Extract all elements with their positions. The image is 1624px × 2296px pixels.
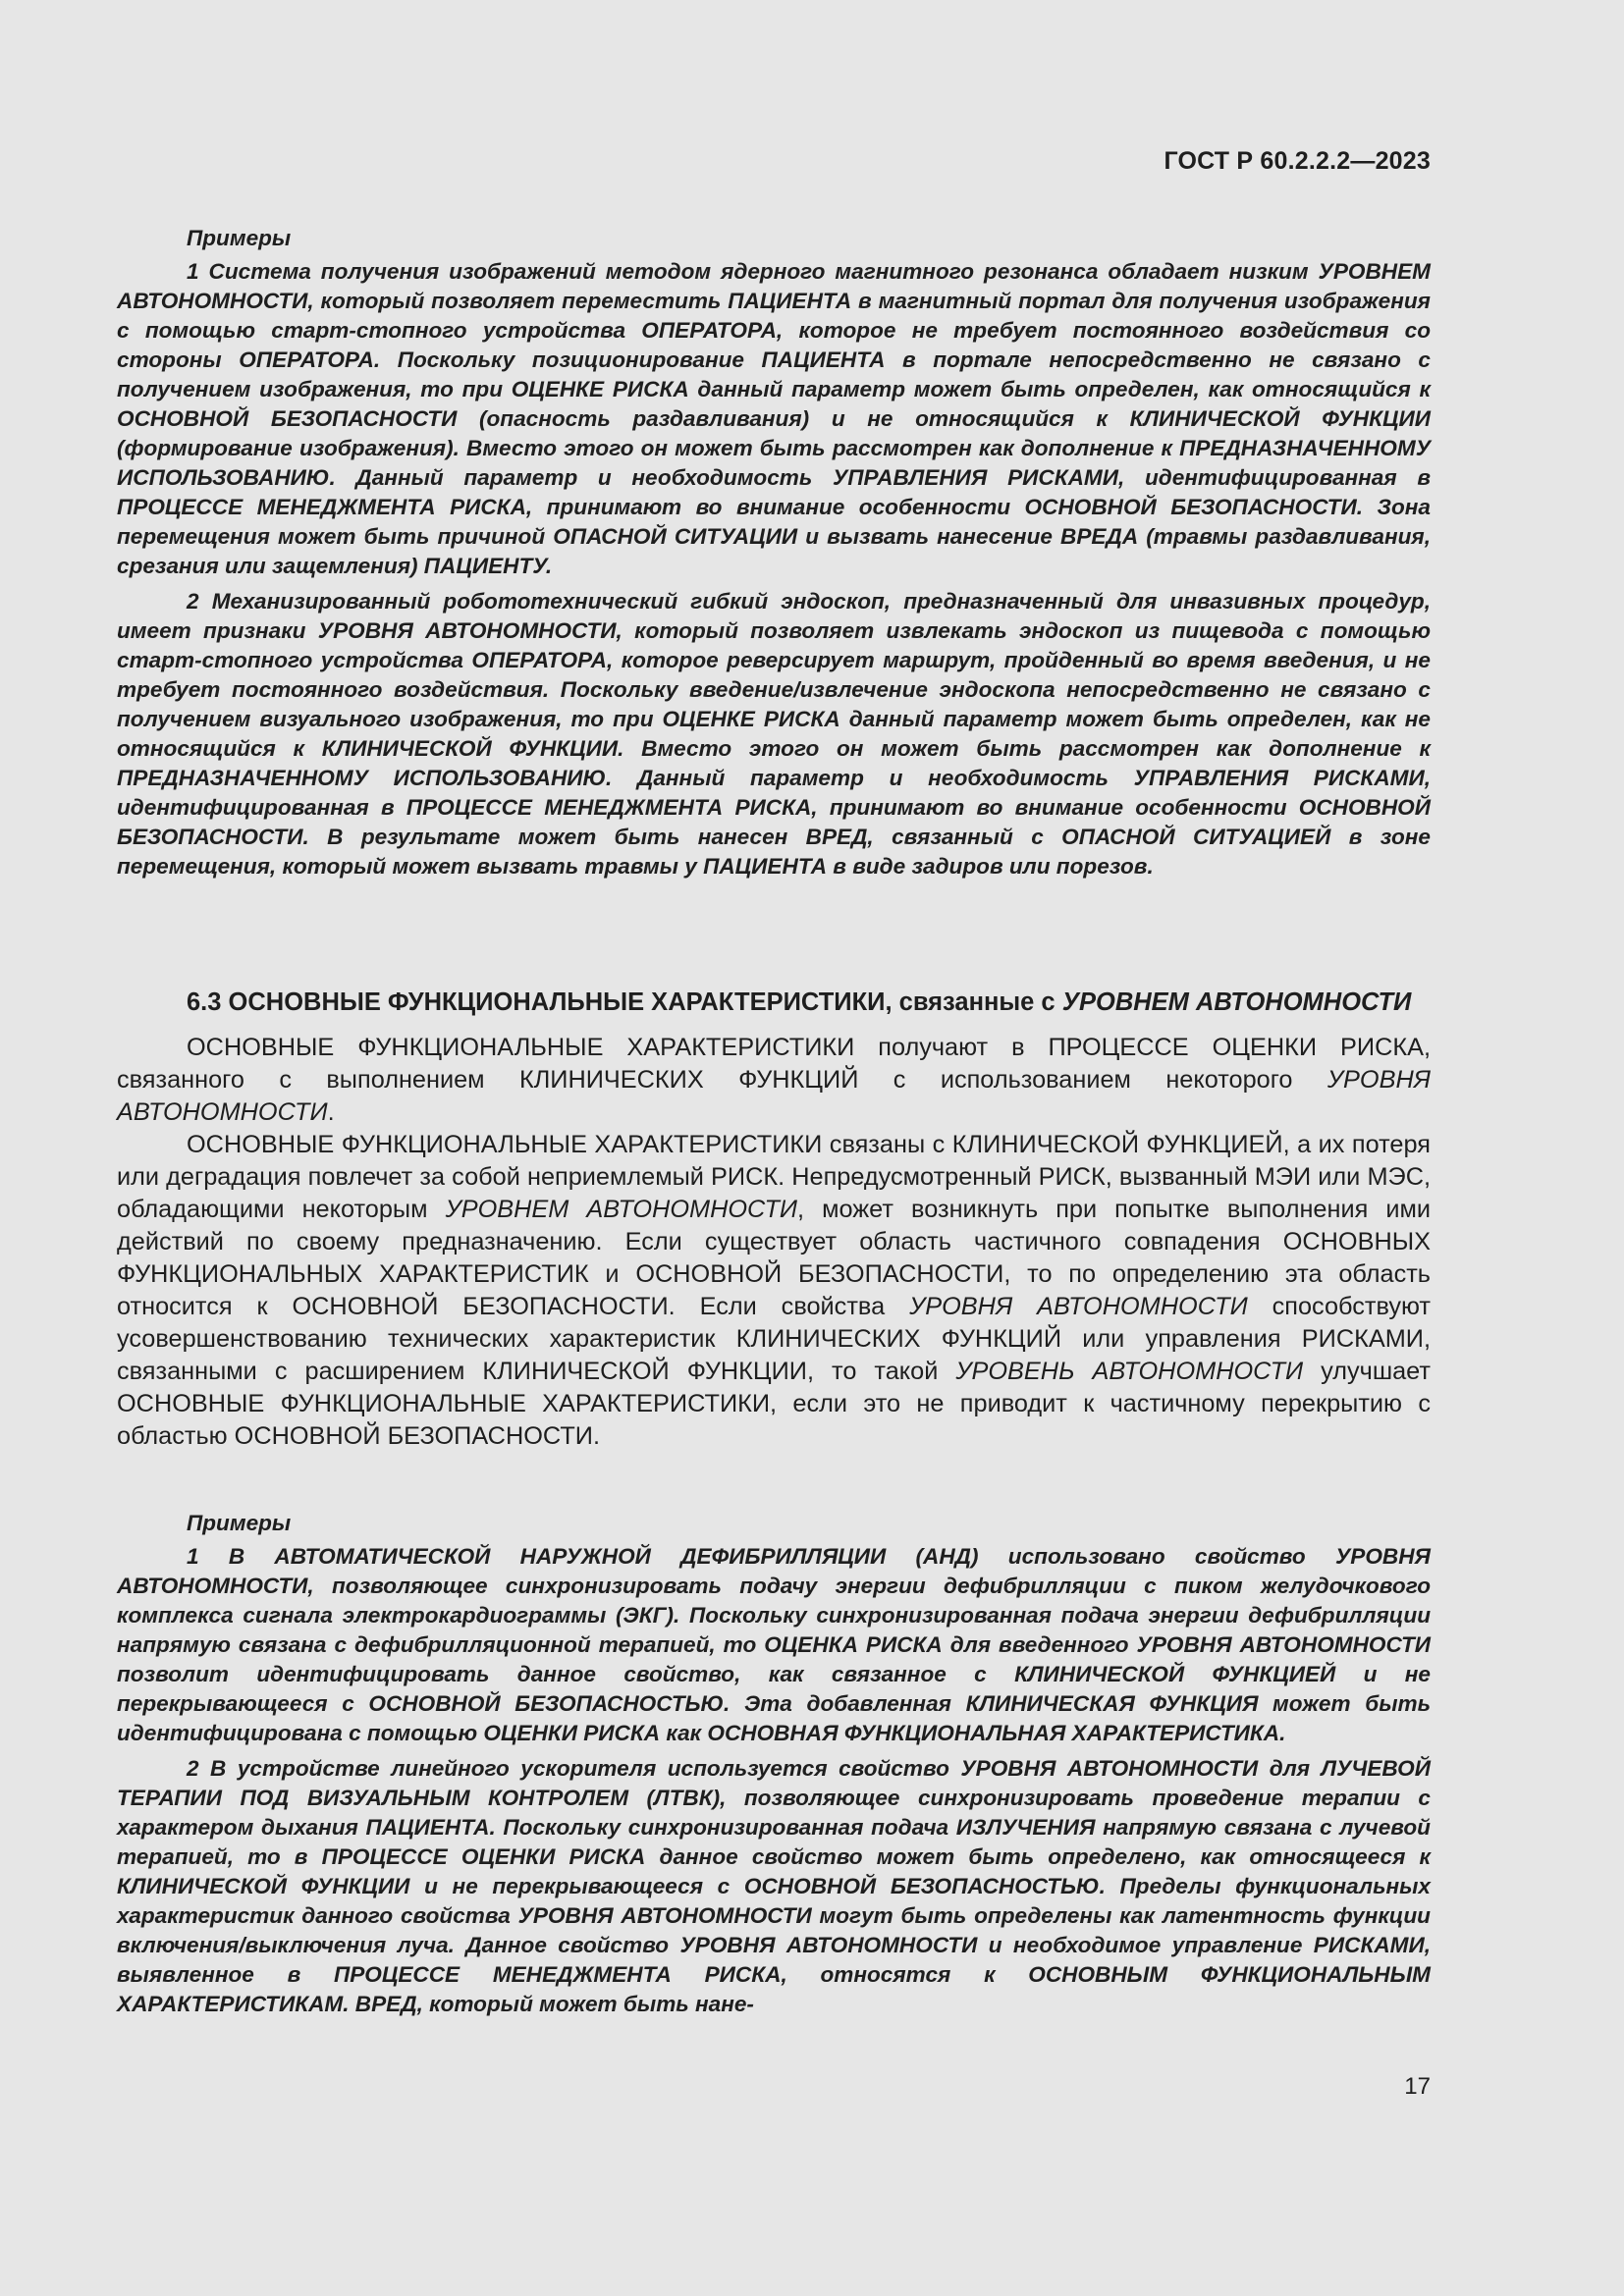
examples-label: Примеры: [187, 226, 292, 250]
section-heading: [187, 987, 1431, 1019]
example-item: 1 В АВТОМАТИЧЕСКОЙ НАРУЖНОЙ ДЕФИБРИЛЛЯЦИИ (АНД) использовано свойство УРОВНЯ АВТОНОМНОСТИ, позволяющее синхронизировать подачу энергии дефибрилляции с пиком желудочкового комплекса сигнала электрокардиограммы (ЭКГ). Поскольку синхронизированная подача энергии дефибрилляции напрямую связана с дефибрилляционной терапией, то ОЦЕНКА РИСКА для введенного УРОВНЯ АВТОНОМНОСТИ позволит идентифицировать данное свойство, как связанное с КЛИНИЧЕСКОЙ ФУНКЦИЕЙ и не перекрывающееся с ОСНОВНОЙ БЕЗОПАСНОСТЬЮ. Эта добавленная КЛИНИЧЕСКАЯ ФУНКЦИЯ может быть идентифицирована с помощью ОЦЕНКИ РИСКА как ОСНОВНАЯ ФУНКЦИОНАЛЬНАЯ ХАРАКТЕРИСТИКА.: [117, 1544, 1431, 1745]
examples-block-1: [117, 224, 1431, 881]
page-number: 17: [1404, 2073, 1431, 2100]
section-heading-text: 6.3 ОСНОВНЫЕ ФУНКЦИОНАЛЬНЫЕ ХАРАКТЕРИСТИКИ, связанные с: [187, 988, 1062, 1016]
example-item: 1 Система получения изображений методом ядерного магнитного резонанса обладает низким УРОВНЕМ АВТОНОМНОСТИ, который позволяет переместить ПАЦИЕНТА в магнитный портал для получения изображения с помощью старт-стопного устройства ОПЕРАТОРА, которое не требует постоянного воздействия со стороны ОПЕРАТОРА. Поскольку позиционирование ПАЦИЕНТА в портале непосредственно не связано с получением изображения, то при ОЦЕНКЕ РИСКА данный параметр может быть определен, как относящийся к ОСНОВНОЙ БЕЗОПАСНОСТИ (опасность раздавливания) и не относящийся к КЛИНИЧЕСКОЙ ФУНКЦИИ (формирование изображения). Вместо этого он может быть рассмотрен как дополнение к ПРЕДНАЗНАЧЕННОМУ ИСПОЛЬЗОВАНИЮ. Данный параметр и необходимость УПРАВЛЕНИЯ РИСКАМИ, идентифицированная в ПРОЦЕССЕ МЕНЕДЖМЕНТА РИСКА, принимают во внимание особенности ОСНОВНОЙ БЕЗОПАСНОСТИ. Зона перемещения может быть причиной ОПАСНОЙ СИТУАЦИИ и вызвать нанесение ВРЕДА (травмы раздавливания, срезания или защемления) ПАЦИЕНТУ.: [117, 259, 1431, 578]
examples-label: Примеры: [187, 1511, 292, 1535]
section-6-3: [117, 987, 1431, 1453]
section-heading-italic: УРОВНЕМ АВТОНОМНОСТИ: [1061, 988, 1412, 1016]
example-item: 2 В устройстве линейного ускорителя используется свойство УРОВНЯ АВТОНОМНОСТИ для ЛУЧЕВОЙ ТЕРАПИИ ПОД ВИЗУАЛЬНЫМ КОНТРОЛЕМ (ЛТВК), позволяющее синхронизировать проведение терапии с характером дыхания ПАЦИЕНТА. Поскольку синхронизированная подача ИЗЛУЧЕНИЯ напрямую связана с лучевой терапией, то в ПРОЦЕССЕ ОЦЕНКИ РИСКА данное свойство может быть определено, как относящееся к КЛИНИЧЕСКОЙ ФУНКЦИИ и не перекрывающееся с ОСНОВНОЙ БЕЗОПАСНОСТЬЮ. Пределы функциональных характеристик данного свойства УРОВНЯ АВТОНОМНОСТИ могут быть определены как латентность функции включения/выключения луча. Данное свойство УРОВНЯ АВТОНОМНОСТИ и необходимое управление РИСКАМИ, выявленное в ПРОЦЕССЕ МЕНЕДЖМЕНТА РИСКА, относятся к ОСНОВНЫМ ФУНКЦИОНАЛЬНЫМ ХАРАКТЕРИСТИКАМ. ВРЕД, который может быть нане-: [117, 1756, 1431, 2016]
document-code: ГОСТ Р 60.2.2.2—2023: [1164, 147, 1431, 175]
body-paragraph: ОСНОВНЫЕ ФУНКЦИОНАЛЬНЫЕ ХАРАКТЕРИСТИКИ связаны с КЛИНИЧЕСКОЙ ФУНКЦИЕЙ, а их потеря или деградация повлечет за собой неприемлемый РИСК. Непредусмотренный РИСК, вызванный МЭИ или МЭС, обладающими некоторым УРОВНЕМ АВТОНОМНОСТИ, может возникнуть при попытке выполнения ими действий по своему предназначению. Если существует область частичного совпадения ОСНОВНЫХ ФУНКЦИОНАЛЬНЫХ ХАРАКТЕРИСТИК и ОСНОВНОЙ БЕЗОПАСНОСТИ, то по определению эта область относится к ОСНОВНОЙ БЕЗОПАСНОСТИ. Если свойства УРОВНЯ АВТОНОМНОСТИ способствуют усовершенствованию технических характеристик КЛИНИЧЕСКИХ ФУНКЦИЙ или управления РИСКАМИ, связанными с расширением КЛИНИЧЕСКОЙ ФУНКЦИИ, то такой УРОВЕНЬ АВТОНОМНОСТИ улучшает ОСНОВНЫЕ ФУНКЦИОНАЛЬНЫЕ ХАРАКТЕРИСТИКИ, если это не приводит к частичному перекрытию с областью ОСНОВНОЙ БЕЗОПАСНОСТИ.: [117, 1131, 1432, 1450]
examples-block-2: [117, 1509, 1431, 2019]
body-paragraph: ОСНОВНЫЕ ФУНКЦИОНАЛЬНЫЕ ХАРАКТЕРИСТИКИ получают в ПРОЦЕССЕ ОЦЕНКИ РИСКА, связанного с выполнением КЛИНИЧЕСКИХ ФУНКЦИЙ с использованием некоторого УРОВНЯ АВТОНОМНОСТИ.: [117, 1034, 1431, 1126]
example-item: 2 Механизированный робототехнический гибкий эндоскоп, предназначенный для инвазивных процедур, имеет признаки УРОВНЯ АВТОНОМНОСТИ, который позволяет извлекать эндоскоп из пищевода с помощью старт-стопного устройства ОПЕРАТОРА, которое реверсирует маршрут, пройденный во время введения, и не требует постоянного воздействия. Поскольку введение/извлечение эндоскопа непосредственно не связано с получением визуального изображения, то при ОЦЕНКЕ РИСКА данный параметр может быть определен, как не относящийся к КЛИНИЧЕСКОЙ ФУНКЦИИ. Вместо этого он может быть рассмотрен как дополнение к ПРЕДНАЗНАЧЕННОМУ ИСПОЛЬЗОВАНИЮ. Данный параметр и необходимость УПРАВЛЕНИЯ РИСКАМИ, идентифицированная в ПРОЦЕССЕ МЕНЕДЖМЕНТА РИСКА, принимают во внимание особенности ОСНОВНОЙ БЕЗОПАСНОСТИ. В результате может быть нанесен ВРЕД, связанный с ОПАСНОЙ СИТУАЦИЕЙ в зоне перемещения, который может вызвать травмы у ПАЦИЕНТА в виде задиров или порезов.: [117, 589, 1431, 879]
section-body: [117, 1032, 1431, 1453]
